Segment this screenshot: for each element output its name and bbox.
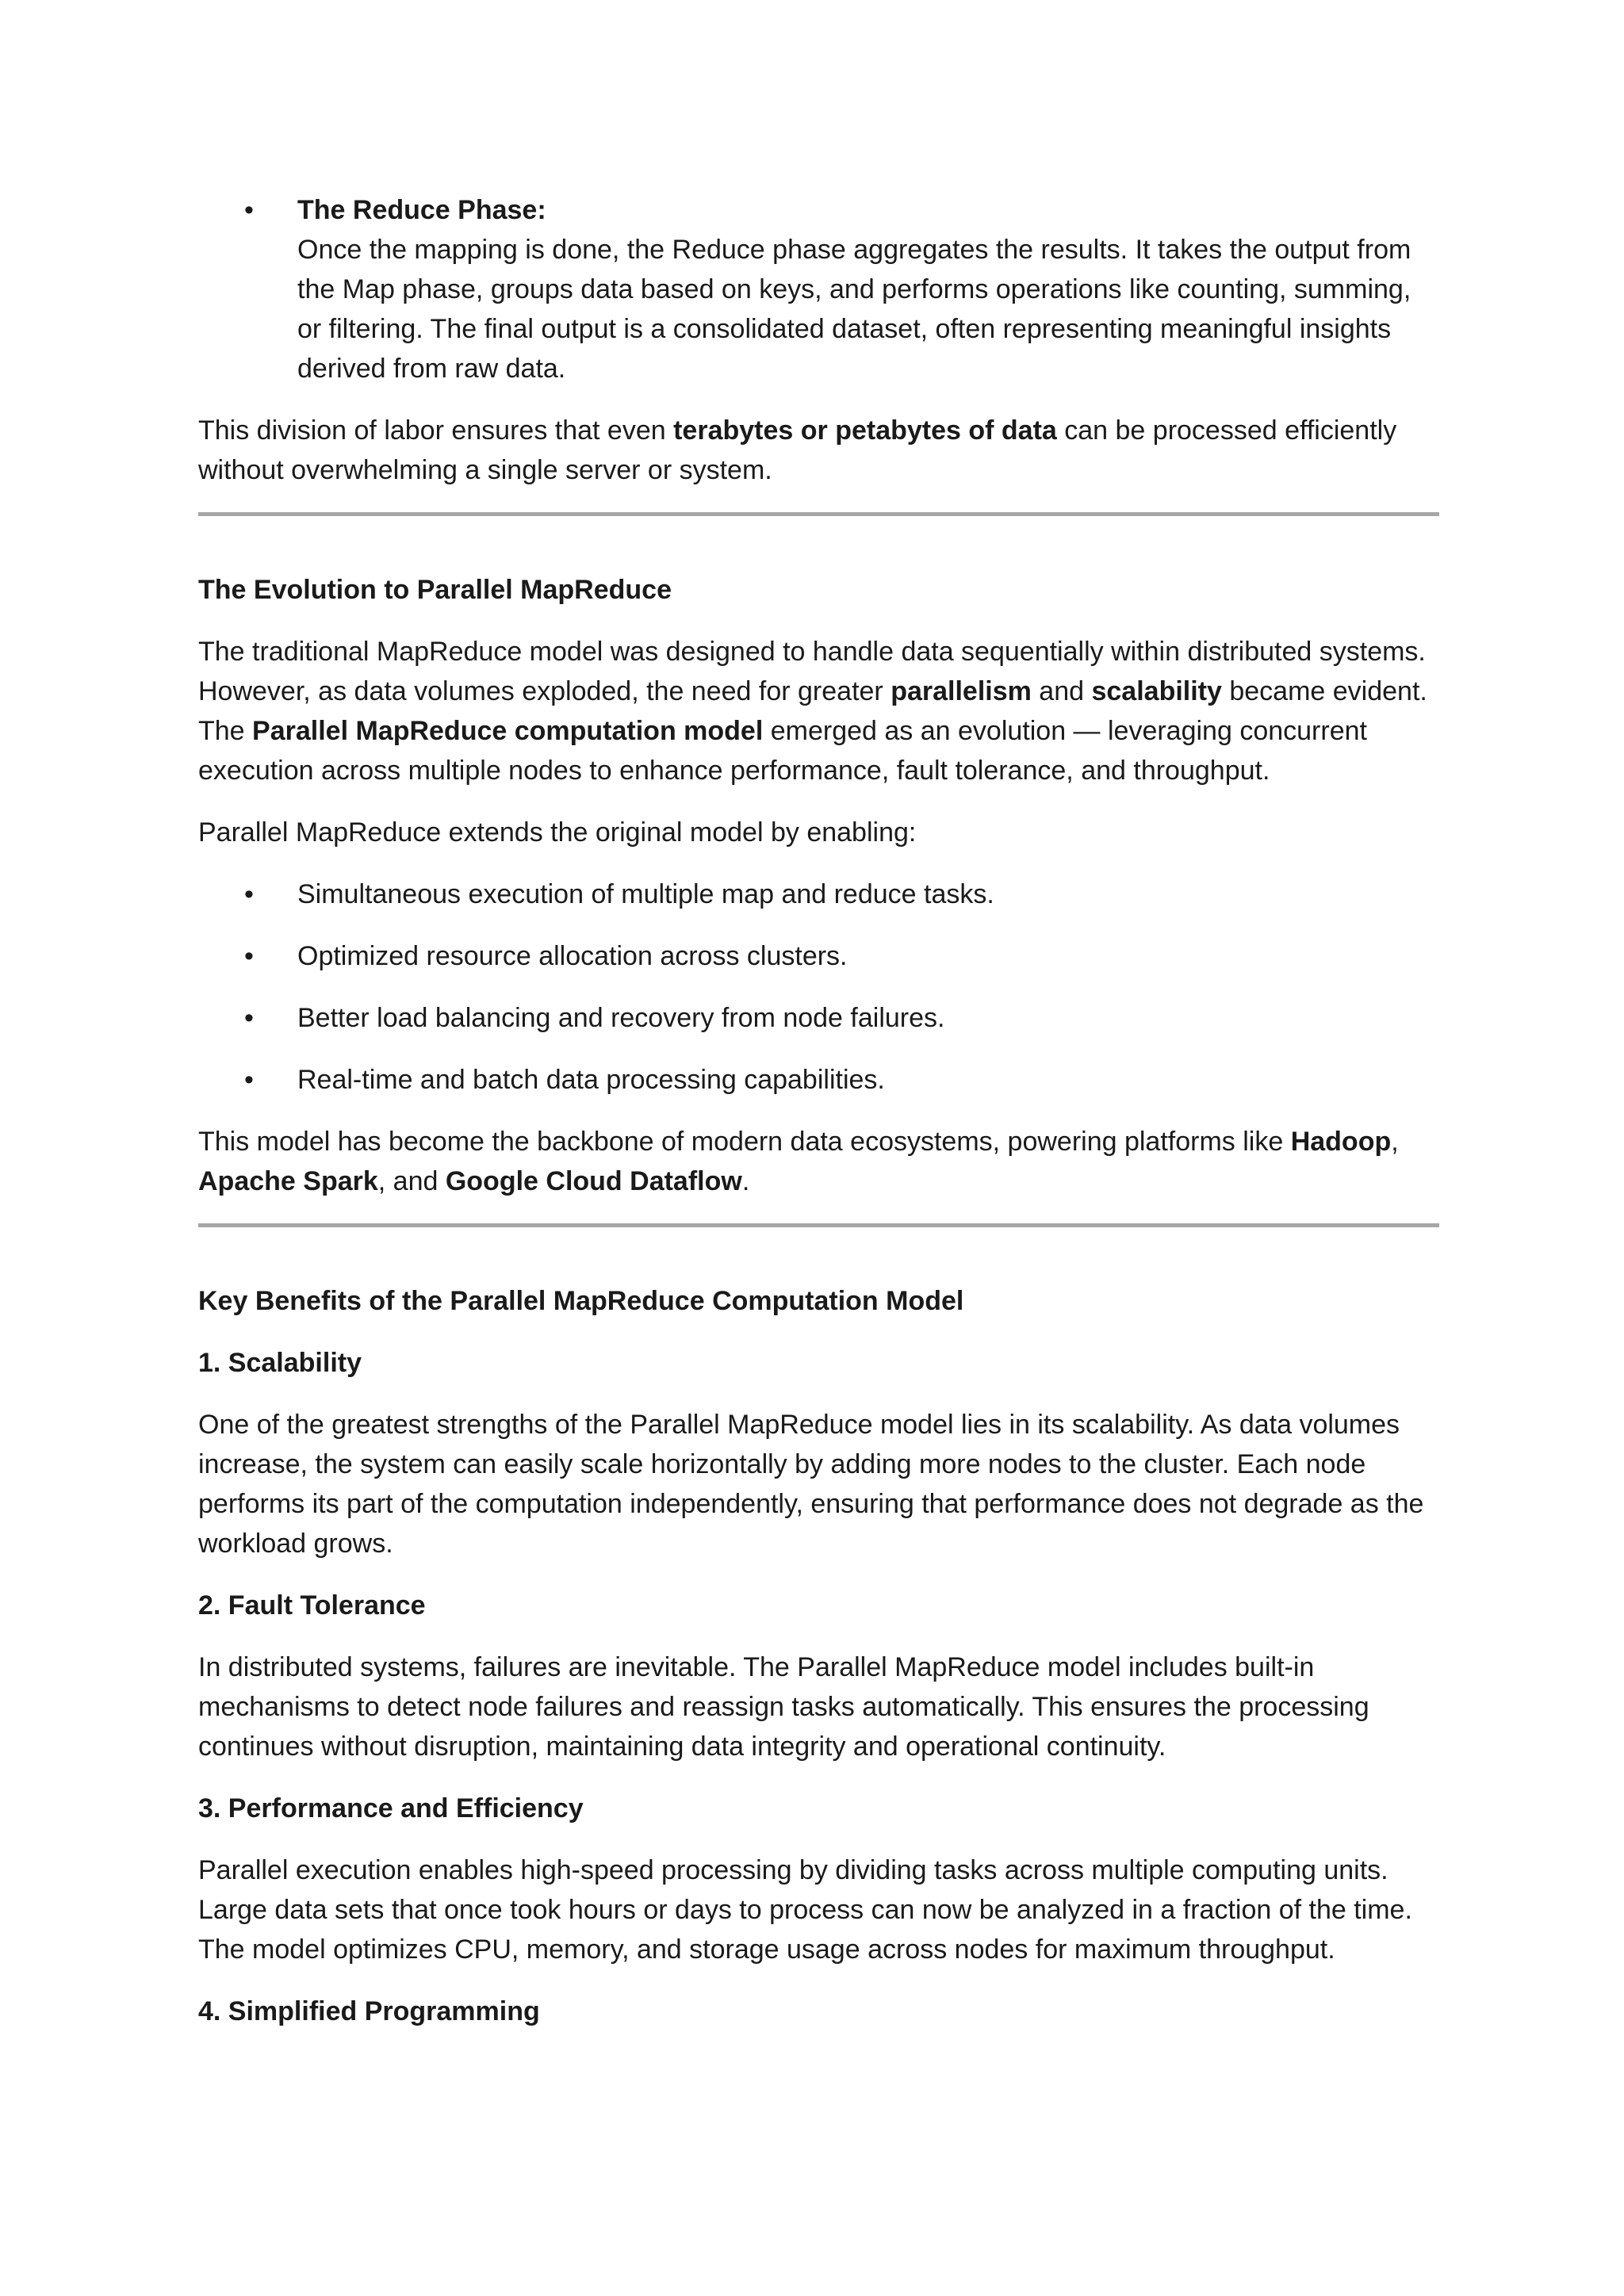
text-run: The traditional MapReduce model was designed to handle data sequentially within distributed systems. However, as data volumes exploded, the need for greater (198, 637, 1426, 706)
bullet-icon: • (244, 1065, 254, 1095)
evolution-paragraph-2: Parallel MapReduce extends the original model by enabling: (198, 817, 917, 848)
text-run: became evident. The (198, 676, 1427, 746)
benefit-title: 1. Scalability (198, 1348, 362, 1378)
benefit-title: 2. Fault Tolerance (198, 1590, 426, 1621)
benefit-body: One of the greatest strengths of the Parallel MapReduce model lies in its scalability. As data volumes increase, the system can easily scale horizontally by adding more nodes to the cluster. Each node performs its part of the computation independently, ensuring that performance does not degrade as the workload grows. (198, 1410, 1424, 1559)
bold-run: scalability (1091, 676, 1222, 706)
division-paragraph (198, 411, 1439, 490)
evolution-paragraph-3 (198, 1122, 1439, 1201)
section-divider (198, 512, 1439, 516)
evolution-heading: The Evolution to Parallel MapReduce (198, 575, 672, 605)
bullet-icon: • (244, 1003, 254, 1033)
list-item-text: Better load balancing and recovery from node failures. (297, 1003, 945, 1033)
reduce-phase-item (198, 190, 1439, 388)
bullet-icon: • (244, 941, 254, 971)
bullet-icon: • (244, 195, 254, 225)
list-item-text: Simultaneous execution of multiple map and reduce tasks. (297, 879, 994, 909)
benefit-body: In distributed systems, failures are inevitable. The Parallel MapReduce model includes built-in mechanisms to detect node failures and reassign tasks automatically. This ensures the processing continues without disruption, maintaining data integrity and operational continuity. (198, 1652, 1369, 1762)
text-run: can be processed efficiently without overwhelming a single server or system. (198, 415, 1397, 485)
bold-run: Hadoop (1290, 1127, 1392, 1157)
benefit-title: 3. Performance and Efficiency (198, 1793, 584, 1823)
text-run: emerged as an evolution — leveraging concurrent execution across multiple nodes to enhance performance, fault tolerance, and throughput. (198, 716, 1367, 786)
list-item (198, 936, 1439, 976)
benefits-heading: Key Benefits of the Parallel MapReduce Computation Model (198, 1286, 964, 1316)
benefit-body: Parallel execution enables high-speed processing by dividing tasks across multiple computing units. Large data sets that once took hours or days to process can now be analyzed in a fraction of the time. The model optimizes CPU, memory, and storage usage across nodes for maximum throughput. (198, 1855, 1412, 1965)
text-run: , and (377, 1166, 446, 1196)
document-page (198, 190, 1439, 2031)
bold-run: parallelism (891, 676, 1032, 706)
benefit-title: 4. Simplified Programming (198, 1996, 540, 2026)
text-run: This model has become the backbone of modern data ecosystems, powering platforms like (198, 1127, 1291, 1157)
list-item-text: Real-time and batch data processing capabilities. (297, 1065, 885, 1095)
list-item (198, 1060, 1439, 1100)
text-run: This division of labor ensures that even (198, 415, 674, 446)
list-item (198, 998, 1439, 1038)
list-item (198, 874, 1439, 914)
reduce-phase-title: The Reduce Phase: (297, 195, 546, 225)
bold-run: terabytes or petabytes of data (673, 415, 1057, 446)
reduce-phase-body: Once the mapping is done, the Reduce phase aggregates the results. It takes the output from the Map phase, groups data based on keys, and performs operations like counting, summing, or filtering. The final output is a consolidated dataset, often representing meaningful insights derived from raw data. (297, 235, 1411, 384)
text-run: and (1031, 676, 1092, 706)
bold-run: Google Cloud Dataflow (445, 1166, 742, 1196)
bold-run: Parallel MapReduce computation model (252, 716, 764, 746)
section-divider (198, 1223, 1439, 1227)
bold-run: Apache Spark (198, 1166, 378, 1196)
text-run: . (741, 1166, 750, 1196)
evolution-paragraph-1 (198, 632, 1439, 790)
bullet-icon: • (244, 879, 254, 909)
text-run: , (1391, 1127, 1399, 1157)
list-item-text: Optimized resource allocation across clusters. (297, 941, 848, 971)
